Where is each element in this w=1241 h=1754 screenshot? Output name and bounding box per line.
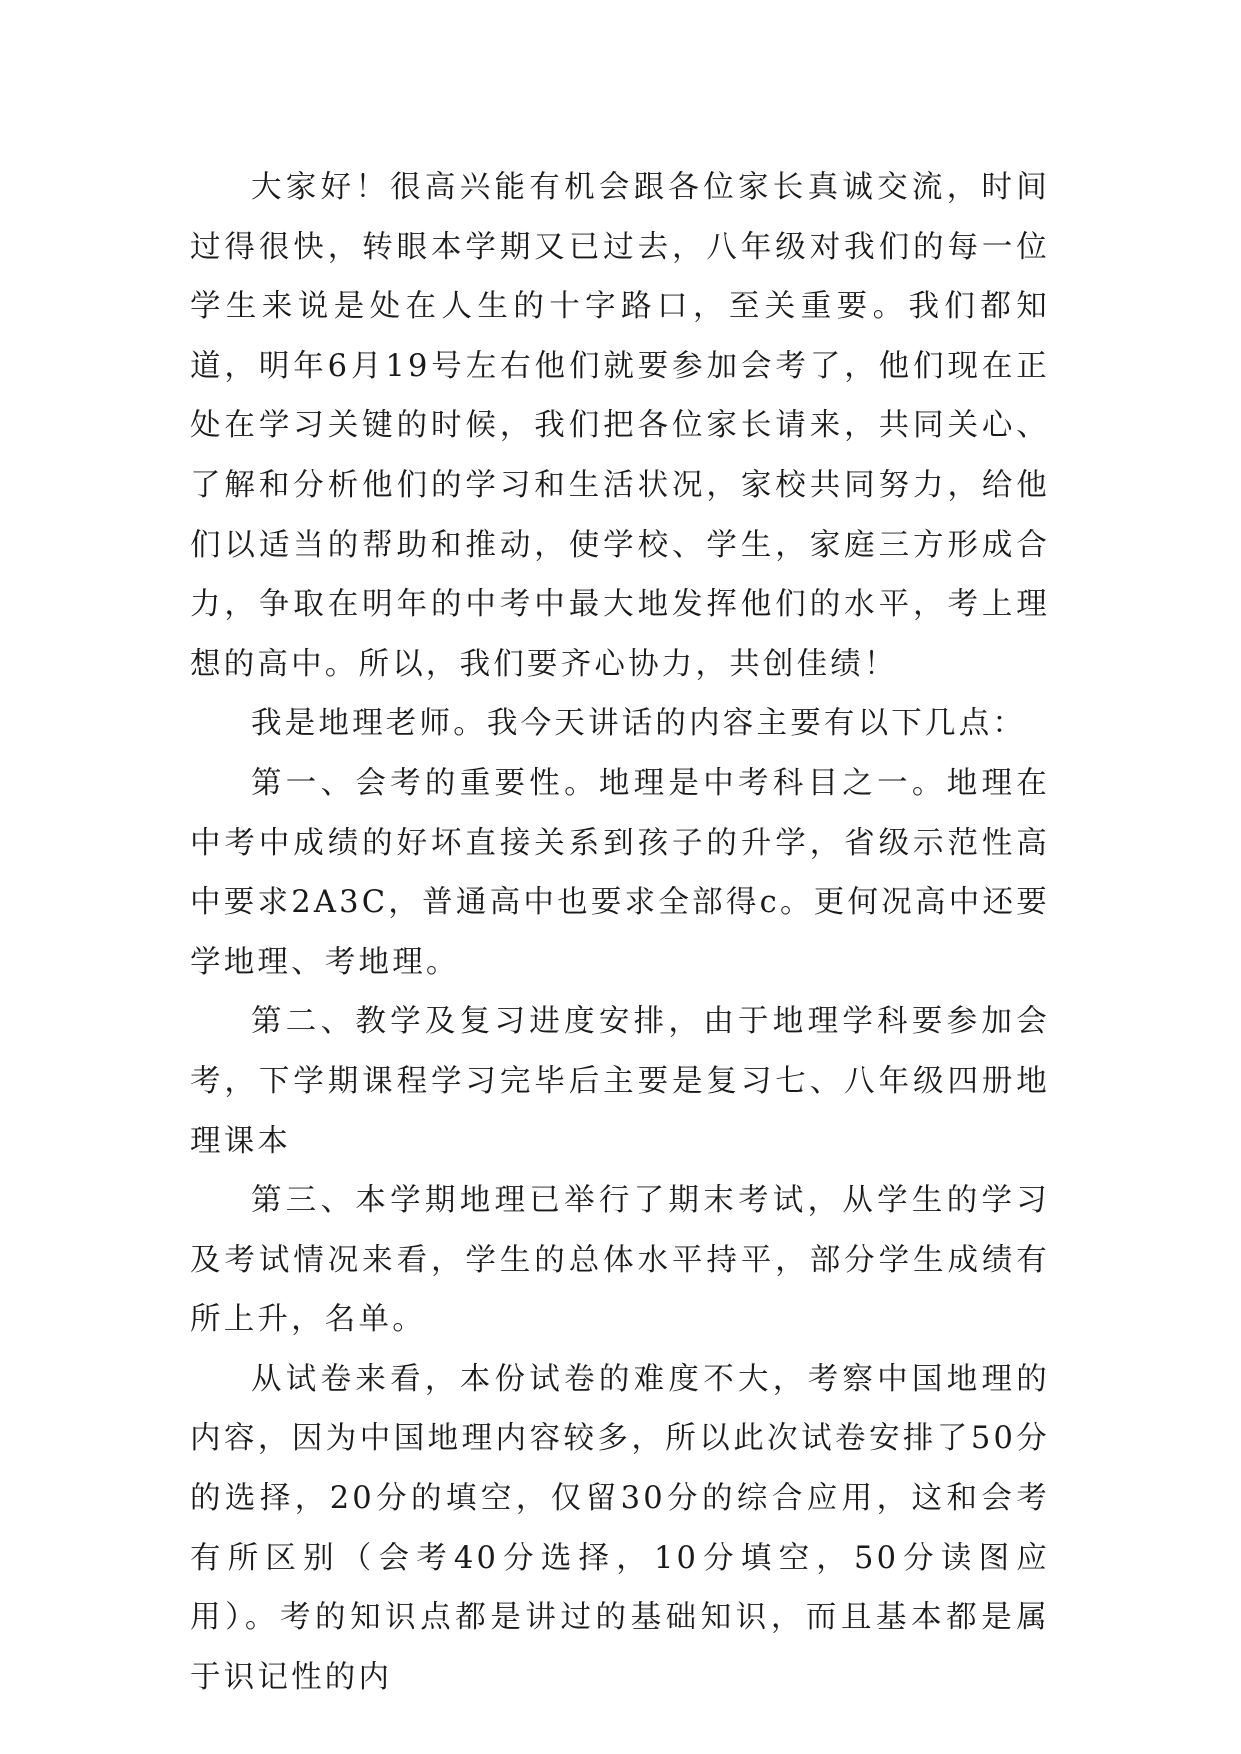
paragraph-intro: 我是地理老师。我今天讲话的内容主要有以下几点：	[251, 706, 1027, 742]
document-body	[190, 158, 1050, 1707]
paragraph-point-three: 第三、本学期地理已举行了期末考试，从学生的学习及考试情况来看，学生的总体水平持平，部分学生成绩有所上升，名单。	[190, 1183, 1050, 1338]
paragraph-point-one: 第一、会考的重要性。地理是中考科目之一。地理在中考中成绩的好坏直接关系到孩子的升学，省级示范性高中要求2A3C，普通高中也要求全部得c。更何况高中还要学地理、考地理。	[190, 765, 1050, 980]
paragraph-point-two: 第二、教学及复习进度安排，由于地理学科要参加会考，下学期课程学习完毕后主要是复习七、八年级四册地理课本	[190, 1004, 1050, 1159]
paragraph-greeting: 大家好！很高兴能有机会跟各位家长真诚交流，时间过得很快，转眼本学期又已过去，八年级对我们的每一位学生来说是处在人生的十字路口，至关重要。我们都知道，明年6月19号左右他们就要参加会考了，他们现在正处在学习关键的时候，我们把各位家长请来，共同关心、了解和分析他们的学习和生活状况，家校共同努力，给他们以适当的帮助和推动，使学校、学生，家庭三方形成合力，争取在明年的中考中最大地发挥他们的水平，考上理想的高中。所以，我们要齐心协力，共创佳绩！	[190, 170, 1050, 682]
paragraph-exam-analysis: 从试卷来看，本份试卷的难度不大，考察中国地理的内容，因为中国地理内容较多，所以此次试卷安排了50分的选择，20分的填空，仅留30分的综合应用，这和会考有所区别（会考40分选择，10分填空，50分读图应用）。考的知识点都是讲过的基础知识，而且基本都是属于识记性的内	[190, 1361, 1050, 1695]
